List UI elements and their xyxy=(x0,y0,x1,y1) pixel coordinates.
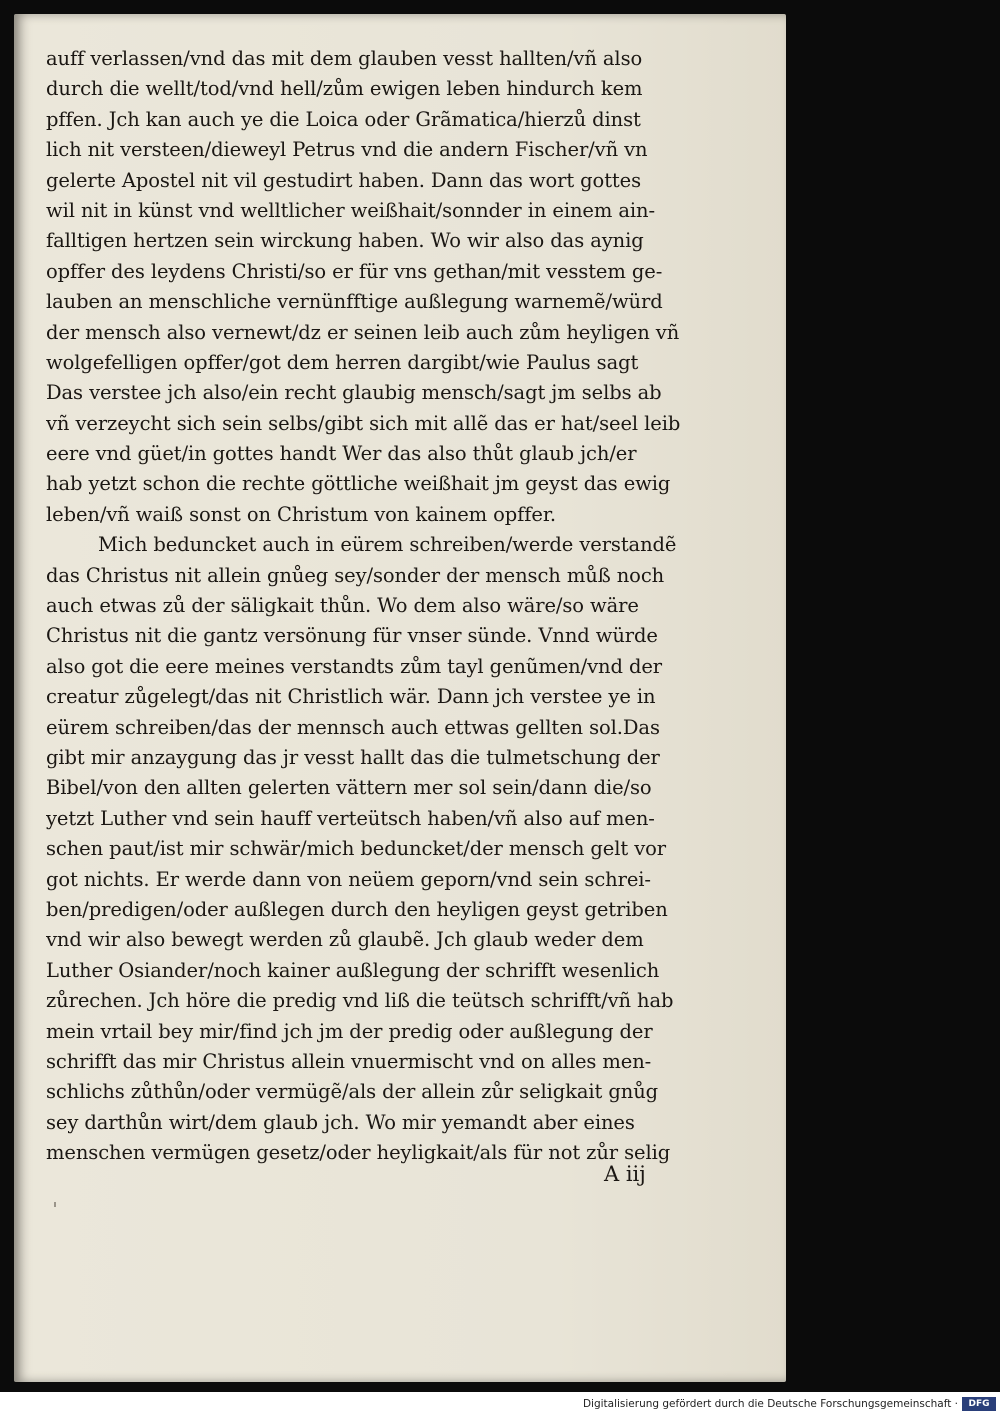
text-line: leben/vñ waiß sonst on Christum von kainem opffer. xyxy=(46,502,557,526)
text-line: also got die eere meines verstandts zům tayl genũmen/vnd der xyxy=(46,654,663,678)
text-line: eürem schreiben/das der mennsch auch ettwas gellten sol.Das xyxy=(46,715,660,739)
text-line: got nichts. Er werde dann von neüem geporn/vnd sein schrei- xyxy=(46,867,651,891)
text-line: gibt mir anzaygung das jr vesst hallt das die tulmetschung der xyxy=(46,745,660,769)
text-line: pffen. Jch kan auch ye die Loica oder Grãmatica/hierzů dinst xyxy=(46,107,641,131)
text-line: schrifft das mir Christus allein vnuermischt vnd on alles men- xyxy=(46,1049,652,1073)
text-line: mein vrtail bey mir/find jch jm der predig oder außlegung der xyxy=(46,1019,653,1043)
text-line: Luther Osiander/noch kainer außlegung der schrifft wesenlich xyxy=(46,958,660,982)
text-line: eere vnd güet/in gottes handt Wer das also thůt glaub jch/er xyxy=(46,442,637,466)
signature-mark: A iij xyxy=(604,1162,646,1186)
text-line: das Christus nit allein gnůeg sey/sonder der mensch můß noch xyxy=(46,563,665,587)
text-line: ben/predigen/oder außlegen durch den heyligen geyst getriben xyxy=(46,897,668,921)
footer-bar xyxy=(0,1392,1000,1417)
text-line: Das verstee jch also/ein recht glaubig mensch/sagt jm selbs ab xyxy=(46,381,662,405)
dfg-logo-icon: DFG xyxy=(962,1397,996,1411)
text-line: gelerte Apostel nit vil gestudirt haben. Dann das wort gottes xyxy=(46,168,642,192)
text-line: der mensch also vernewt/dz er seinen leib auch zům heyligen vñ xyxy=(46,320,680,344)
text-line: creatur zůgelegt/das nit Christlich wär. Dann jch verstee ye in xyxy=(46,685,656,709)
text-line: lich nit versteen/dieweyl Petrus vnd die andern Fischer/vñ vn xyxy=(46,138,648,162)
text-line: wolgefelligen opffer/got dem herren dargibt/wie Paulus sagt xyxy=(46,350,639,374)
text-line: yetzt Luther vnd sein hauff verteütsch haben/vñ also auf men- xyxy=(46,806,655,830)
text-line: hab yetzt schon die rechte göttliche weißhait jm geyst das ewig xyxy=(46,472,671,496)
paper-speck xyxy=(54,1202,56,1207)
text-line: Bibel/von den allten gelerten vättern mer sol sein/dann die/so xyxy=(46,776,652,800)
text-line: schen paut/ist mir schwär/mich beduncket/der mensch gelt vor xyxy=(46,837,666,861)
text-line: vñ verzeycht sich sein selbs/gibt sich mit allẽ das er hat/seel leib xyxy=(46,411,681,435)
text-line: menschen vermügen gesetz/oder heyligkait/als für not zůr selig xyxy=(46,1141,671,1165)
page-text xyxy=(46,44,776,1168)
book-page xyxy=(14,14,786,1382)
funding-notice: Digitalisierung gefördert durch die Deutsche Forschungsgemeinschaft · xyxy=(582,1398,958,1410)
text-line: lauben an menschliche vernünfftige außlegung warnemẽ/würd xyxy=(46,290,663,314)
paragraph-start-line: Mich beduncket auch in eürem schreiben/werde verstandẽ xyxy=(98,533,677,557)
text-line: falltigen hertzen sein wirckung haben. Wo wir also das aynig xyxy=(46,229,644,253)
text-line: schlichs zůthůn/oder vermügẽ/als der allein zůr seligkait gnůg xyxy=(46,1080,659,1104)
text-line: auch etwas zů der säligkait thůn. Wo dem also wäre/so wäre xyxy=(46,594,639,618)
text-line: opffer des leydens Christi/so er für vns gethan/mit vesstem ge- xyxy=(46,259,663,283)
text-line: durch die wellt/tod/vnd hell/zům ewigen leben hindurch kem xyxy=(46,77,643,101)
text-line: Christus nit die gantz versönung für vnser sünde. Vnnd würde xyxy=(46,624,658,648)
text-line: sey darthůn wirt/dem glaub jch. Wo mir yemandt aber eines xyxy=(46,1110,635,1134)
text-line: vnd wir also bewegt werden zů glaubẽ. Jch glaub weder dem xyxy=(46,928,644,952)
text-line: auff verlassen/vnd das mit dem glauben vesst hallten/vñ also xyxy=(46,47,643,70)
text-line: wil nit in künst vnd welltlicher weißhait/sonnder in einem ain- xyxy=(46,198,655,222)
text-line: zůrechen. Jch höre die predig vnd liß die teütsch schrifft/vñ hab xyxy=(46,989,674,1013)
